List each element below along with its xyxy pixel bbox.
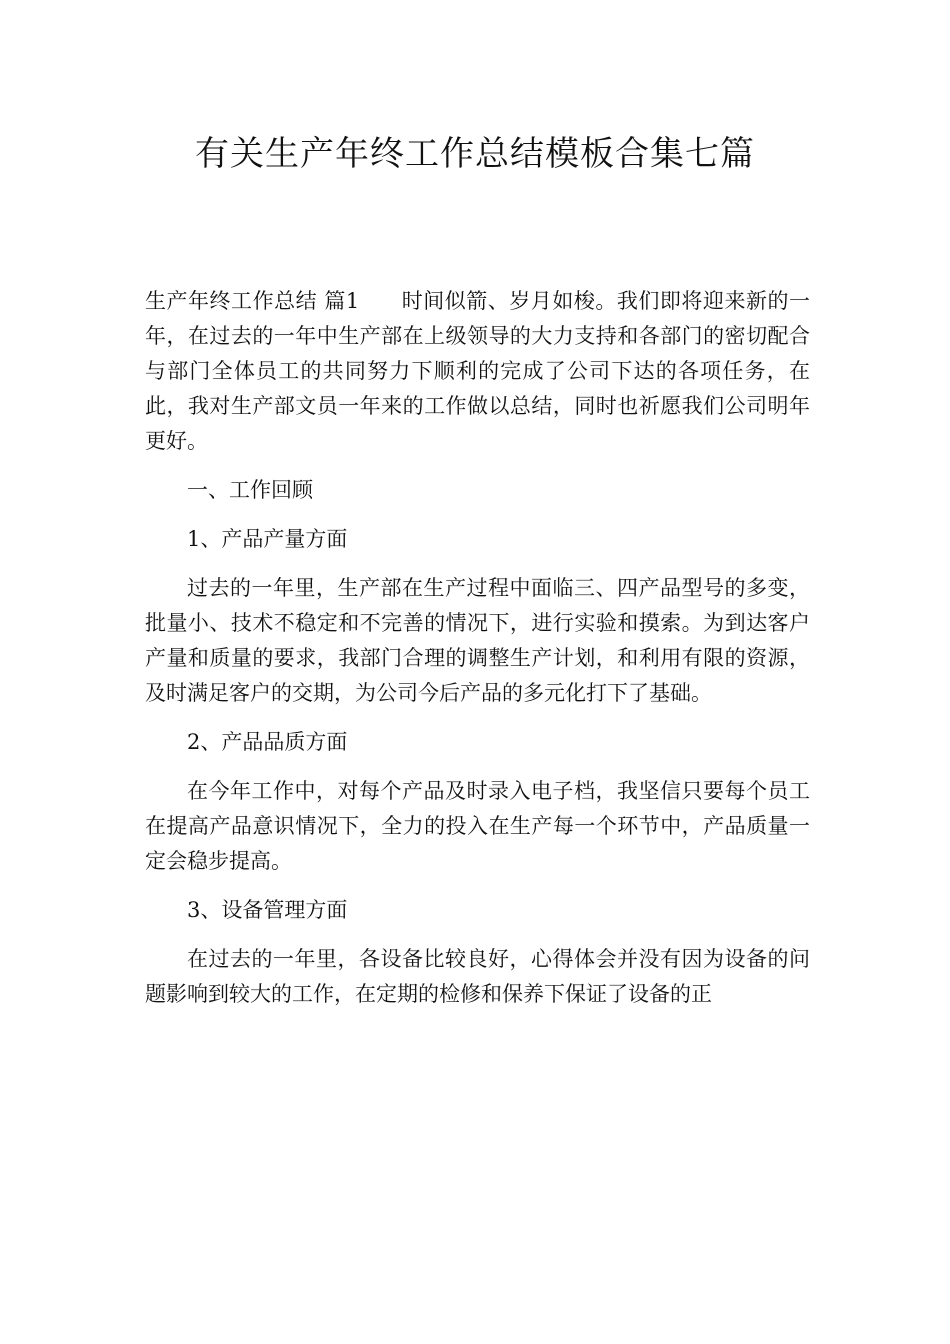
- subheading-output: 1、产品产量方面: [187, 527, 348, 551]
- document-body: [145, 284, 810, 1026]
- section-label: 生产年终工作总结 篇1: [145, 289, 360, 313]
- subheading-equipment: 3、设备管理方面: [187, 898, 348, 922]
- subheading-quality: 2、产品品质方面: [187, 730, 348, 754]
- document-title: 有关生产年终工作总结模板合集七篇: [195, 134, 755, 174]
- heading-work-review: 一、工作回顾: [187, 478, 313, 502]
- paragraph-output: 过去的一年里，生产部在生产过程中面临三、四产品型号的多变，批量小、技术不稳定和不完善的情况下，进行实验和摸索。为到达客户产量和质量的要求，我部门合理的调整生产计划，和利用有限的资源，及时满足客户的交期，为公司今后产品的多元化打下了基础。: [145, 576, 810, 705]
- paragraph-quality: 在今年工作中，对每个产品及时录入电子档，我坚信只要每个员工在提高产品意识情况下，全力的投入在生产每一个环节中，产品质量一定会稳步提高。: [145, 779, 810, 873]
- intro-text: 时间似箭、岁月如梭。我们即将迎来新的一年，在过去的一年中生产部在上级领导的大力支持和各部门的密切配合与部门全体员工的共同努力下顺利的完成了公司下达的各项任务，在此，我对生产部文员一年来的工作做以总结，同时也祈愿我们公司明年更好。: [145, 289, 810, 453]
- paragraph-equipment: 在过去的一年里，各设备比较良好，心得体会并没有因为设备的问题影响到较大的工作，在定期的检修和保养下保证了设备的正: [145, 947, 810, 1006]
- intro-paragraph: [145, 284, 810, 459]
